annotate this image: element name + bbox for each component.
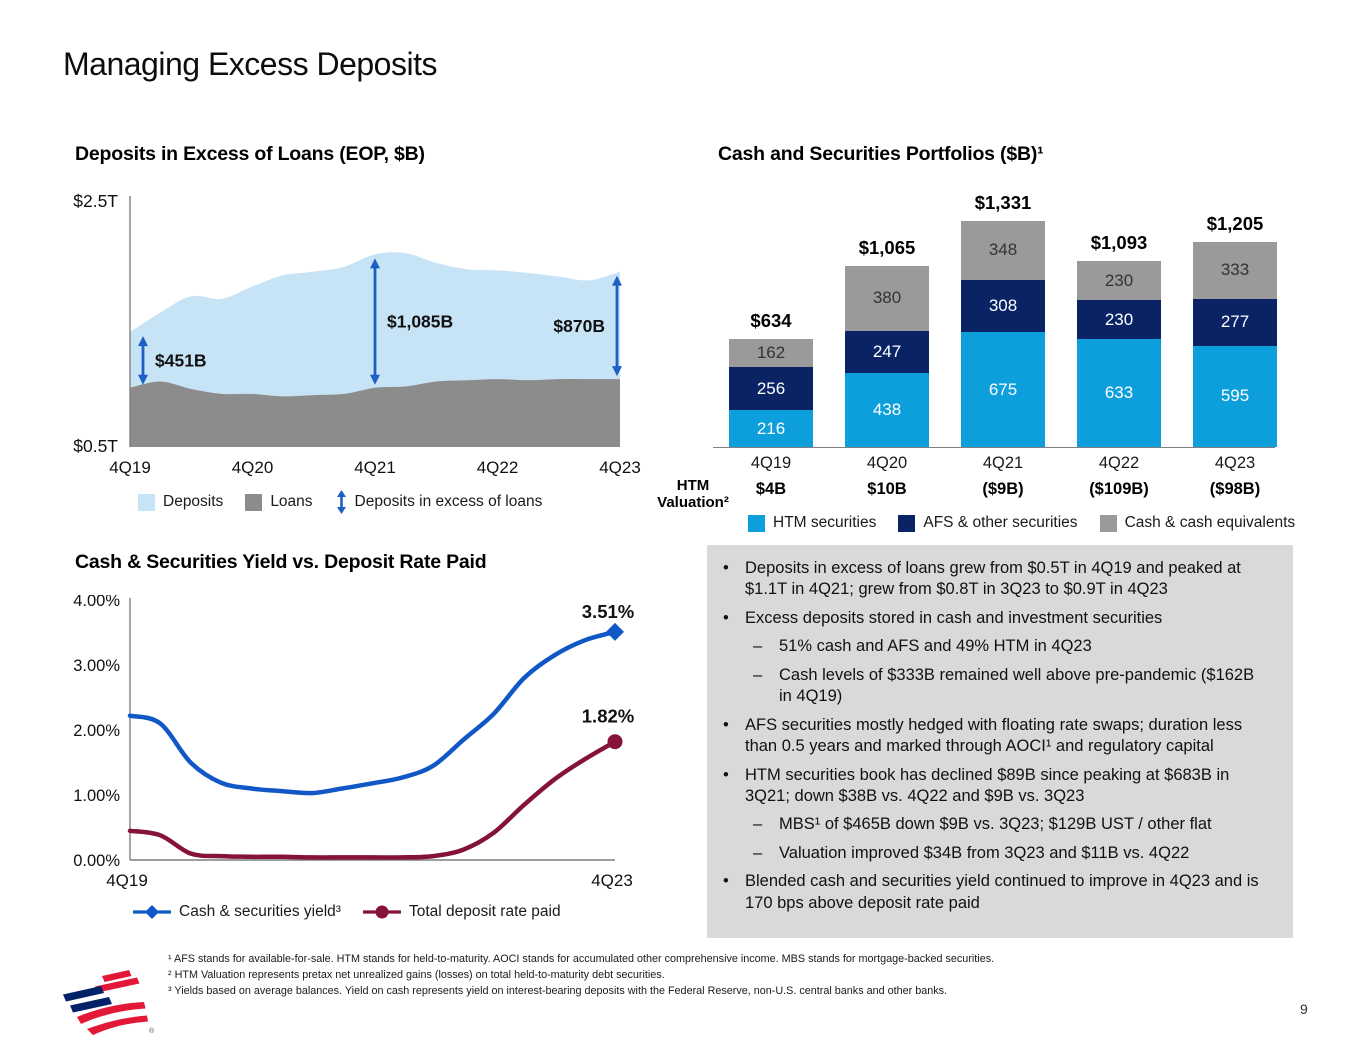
bullet-item (723, 558, 1269, 601)
bullet-marker: – (753, 637, 763, 656)
excess-annotation: $870B (553, 315, 605, 336)
bar-segment-value: 438 (872, 399, 902, 419)
sub-bullet-item (723, 636, 1269, 657)
bullet-text: Blended cash and securities yield continued to improve in 4Q23 and is 170 bps above deposit rate paid (745, 872, 1259, 912)
bar-segment-value: 230 (1104, 270, 1134, 290)
bullet-item (723, 765, 1269, 808)
legend-item-yield (133, 903, 341, 921)
footnote-line: ² HTM Valuation represents pretax net unrealized gains (losses) on total held-to-maturity debt securities. (168, 969, 665, 982)
rate-line-marker-icon (363, 904, 401, 920)
y-tick-label: 1.00% (73, 787, 120, 805)
bar-segment (1193, 346, 1277, 447)
bullet-text: Valuation improved $34B from 3Q23 and $11B vs. 4Q22 (779, 843, 1190, 862)
bar-segment-value: 247 (872, 341, 902, 361)
portfolios-chart-title: Cash and Securities Portfolios ($B)¹ (718, 143, 1044, 165)
x-tick-label: 4Q23 (591, 871, 633, 890)
bar-segment (1077, 339, 1161, 447)
legend-item-excess (335, 490, 543, 514)
bar-segment-value: 333 (1220, 260, 1250, 280)
bullet-text: Deposits in excess of loans grew from $0.5T in 4Q19 and peaked at $1.1T in 4Q21; grew from $0.8T in 3Q23 to $0.9T in 4Q23 (745, 559, 1241, 599)
bullet-marker: • (723, 715, 729, 734)
x-tick-label: 4Q21 (354, 458, 396, 477)
bullet-text: Excess deposits stored in cash and investment securities (745, 608, 1163, 627)
yield-chart-legend (133, 903, 583, 921)
legend-item-rate (363, 903, 561, 921)
bar-segment (845, 266, 929, 331)
footnotes (168, 951, 1298, 1000)
end-value-label: 1.82% (581, 705, 635, 727)
bar-column-4Q23 (1193, 242, 1277, 447)
bar-segment (1077, 261, 1161, 300)
commentary-bullets (723, 558, 1269, 914)
bar-total-label: $634 (750, 310, 792, 332)
bar-segment (961, 332, 1045, 447)
htm-valuation-value: ($109B) (1089, 480, 1149, 498)
legend-circle (375, 906, 388, 919)
bullet-marker: – (753, 815, 763, 834)
bar-total-label: $1,205 (1206, 213, 1264, 235)
registered-mark: ® (149, 1028, 155, 1035)
bar-segment (845, 331, 929, 373)
legend-label-excess: Deposits in excess of loans (354, 493, 543, 510)
bar-segment (961, 280, 1045, 332)
deposits-swatch (138, 494, 155, 511)
bar-column-4Q19 (729, 339, 813, 447)
bar-segment (729, 367, 813, 411)
excess-annotation: $1,085B (387, 311, 454, 332)
bar-segment (845, 373, 929, 448)
x-tick-label: 4Q23 (599, 458, 641, 477)
legend-label-rate: Total deposit rate paid (408, 903, 561, 920)
bar-column-4Q22 (1077, 261, 1161, 447)
bullet-text: Cash levels of $333B remained well above pre-pandemic ($162B in 4Q19) (779, 665, 1255, 706)
legend-item-afs (898, 514, 1077, 532)
series-line (130, 742, 615, 858)
double-arrow-head (337, 507, 346, 514)
footnote-line: ³ Yields based on average balances. Yield on cash represents yield on interest-bearing deposits with the Federal Reserve, non-U.S. central banks and other banks. (168, 985, 948, 998)
loans-swatch (245, 494, 262, 511)
portfolios-chart-legend (748, 514, 1317, 532)
bullet-item (723, 715, 1269, 758)
bar-segment-value: 308 (988, 296, 1018, 315)
page-number: 9 (1300, 1001, 1308, 1017)
legend-item-loans (245, 493, 312, 511)
bar-category-label: 4Q22 (1098, 454, 1140, 472)
htm-valuation-value: $10B (867, 480, 907, 498)
htm-valuation-row-label: HTM Valuation² (657, 477, 729, 511)
bar-segment (961, 221, 1045, 280)
legend-label-deposits: Deposits (163, 493, 224, 510)
portfolios-bar-chart (657, 190, 1300, 555)
bullet-marker: • (723, 559, 729, 577)
bar-category-label: 4Q20 (866, 454, 908, 472)
deposits-chart-legend (138, 490, 564, 514)
legend-label-afs: AFS & other securities (923, 514, 1078, 531)
bar-total-label: $1,065 (858, 236, 916, 258)
bullet-marker: • (723, 608, 729, 627)
slide-title: Managing Excess Deposits (63, 46, 437, 82)
series-line (130, 632, 615, 793)
bullet-item (723, 871, 1269, 914)
legend-item-deposits (138, 493, 223, 511)
end-marker-diamond (606, 623, 624, 641)
sub-bullet-item (723, 665, 1269, 708)
end-marker-circle (608, 734, 623, 749)
x-tick-label: 4Q19 (106, 871, 148, 890)
yield-line-marker-icon (133, 904, 171, 920)
bar-category-label: 4Q23 (1214, 454, 1256, 472)
bar-segment-value: 633 (1104, 383, 1134, 403)
bar-segment (1077, 300, 1161, 339)
legend-label-htm: HTM securities (773, 514, 877, 531)
bar-segment-value: 216 (756, 418, 786, 438)
end-value-label: 3.51% (581, 600, 635, 622)
legend-label-yield: Cash & securities yield³ (179, 903, 341, 920)
yield-line-chart (40, 595, 685, 895)
bullet-text: HTM securities book has declined $89B since peaking at $683B in 3Q21; down $38B vs. 4Q22 and $9B vs. 3Q23 (745, 765, 1230, 805)
bar-total-label: $1,331 (974, 191, 1032, 213)
afs-swatch (898, 515, 915, 532)
bullet-marker: – (753, 843, 763, 862)
y-tick-label: 4.00% (73, 595, 120, 610)
bar-category-label: 4Q21 (982, 454, 1024, 472)
bar-segment-value: 595 (1220, 386, 1250, 406)
bar-segment-value: 348 (988, 240, 1018, 260)
bullet-marker: • (723, 872, 729, 891)
double-arrow-head (337, 490, 346, 497)
bar-segment-value: 675 (988, 379, 1018, 399)
sub-bullet-item (723, 843, 1269, 864)
bullet-marker: • (723, 765, 729, 784)
bar-segment-value: 162 (756, 343, 786, 363)
legend-item-cash (1100, 514, 1296, 532)
bullet-item (723, 608, 1269, 629)
y-tick-label: 3.00% (73, 657, 120, 675)
bar-segment (1193, 299, 1277, 346)
bullet-text: AFS securities mostly hedged with floating rate swaps; duration less than 0.5 years and marked through AOCI¹ and regulatory capital (745, 715, 1243, 756)
y-tick-label: $2.5T (73, 191, 118, 211)
legend-label-loans: Loans (270, 493, 313, 510)
x-tick-label: 4Q19 (109, 458, 151, 477)
bullet-marker: – (753, 665, 763, 684)
bank-of-america-logo (53, 966, 155, 1040)
bar-plot-area (713, 190, 1275, 448)
bar-category-label: 4Q19 (750, 454, 792, 472)
bullet-text: MBS¹ of $465B down $9B vs. 3Q23; $129B UST / other flat (779, 815, 1212, 834)
bar-segment (729, 410, 813, 447)
x-tick-label: 4Q20 (231, 458, 274, 477)
bar-total-label: $1,093 (1090, 232, 1148, 254)
legend-item-htm (748, 514, 876, 532)
bar-segment (729, 339, 813, 367)
htm-valuation-value: $4B (755, 480, 787, 498)
bar-column-4Q21 (961, 221, 1045, 447)
y-tick-label: 2.00% (73, 722, 120, 740)
commentary-box (707, 545, 1293, 938)
bar-segment-value: 256 (756, 378, 786, 398)
x-tick-label: 4Q22 (476, 458, 519, 477)
cash-swatch (1100, 515, 1117, 532)
sub-bullet-item (723, 814, 1269, 835)
bar-segment-value: 380 (872, 288, 902, 308)
bullet-text: 51% cash and AFS and 49% HTM in 4Q23 (779, 637, 1092, 656)
legend-diamond (145, 905, 159, 919)
y-tick-label: $0.5T (73, 436, 118, 456)
y-tick-label: 0.00% (73, 852, 120, 870)
excess-annotation: $451B (155, 350, 207, 371)
deposits-chart-title: Deposits in Excess of Loans (EOP, $B) (75, 143, 425, 165)
footnote-line: ¹ AFS stands for available-for-sale. HTM stands for held-to-maturity. AOCI stands for accumulated other comprehensive income. MBS stands for mortgage-backed securities. (168, 953, 995, 965)
legend-label-cash: Cash & cash equivalents (1124, 514, 1296, 531)
bar-column-4Q20 (845, 266, 929, 447)
bar-segment-value: 230 (1104, 309, 1134, 329)
htm-valuation-value: ($9B) (982, 480, 1024, 498)
bar-segment-value: 277 (1220, 312, 1250, 332)
bar-segment (1193, 242, 1277, 299)
double-arrow-icon (335, 490, 348, 514)
htm-valuation-value: ($98B) (1209, 480, 1261, 498)
deposits-area-chart (40, 185, 675, 485)
yield-chart-title: Cash & Securities Yield vs. Deposit Rate Paid (75, 551, 487, 573)
htm-swatch (748, 515, 765, 532)
